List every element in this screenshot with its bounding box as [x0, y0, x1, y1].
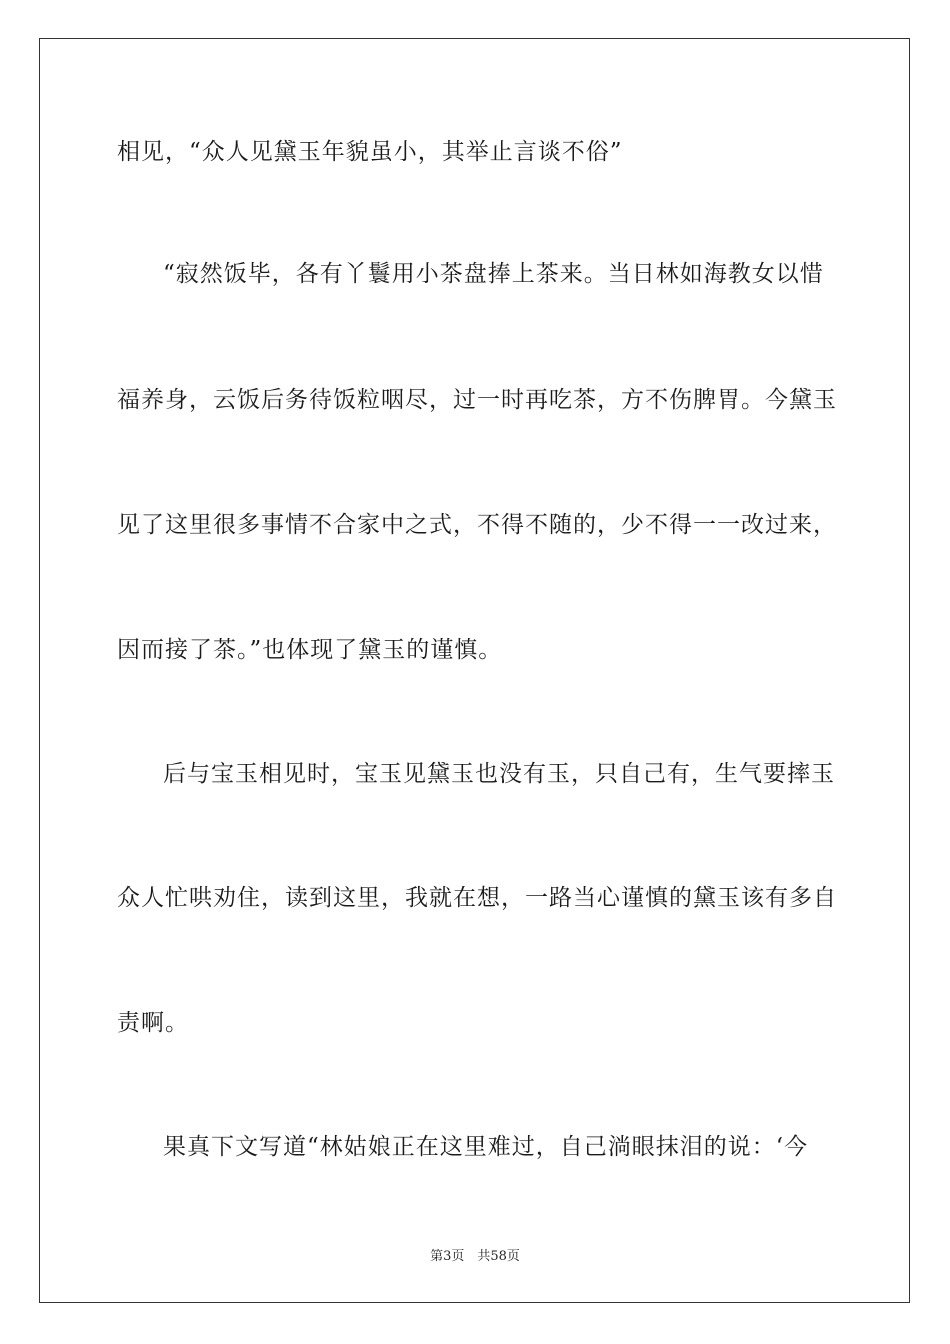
text-line: 后与宝玉相见时，宝玉见黛玉也没有玉，只自己有，生气要摔玉	[163, 761, 835, 787]
text-line: 见了这里很多事情不合家中之式，不得不随的，少不得一一改过来，	[117, 512, 837, 538]
text-line: 果真下文写道“林姑娘正在这里难过，自己淌眼抹泪的说：‘今	[163, 1134, 809, 1160]
text-line: 责啊。	[117, 1010, 189, 1036]
page-number-footer: 第3页 共58页	[430, 1249, 520, 1264]
text-line: 相见，“众人见黛玉年貌虽小，其举止言谈不俗”	[117, 139, 623, 165]
text-line: 福养身，云饭后务待饭粒咽尽，过一时再吃茶，方不伤脾胃。今黛玉	[117, 387, 837, 413]
text-line: “寂然饭毕，各有丫鬟用小茶盘捧上茶来。当日林如海教女以惜	[163, 261, 824, 287]
text-line: 因而接了茶。”也体现了黛玉的谨慎。	[117, 637, 503, 663]
text-line: 众人忙哄劝住，读到这里，我就在想，一路当心谨慎的黛玉该有多自	[117, 885, 837, 911]
page-border	[39, 38, 910, 1303]
